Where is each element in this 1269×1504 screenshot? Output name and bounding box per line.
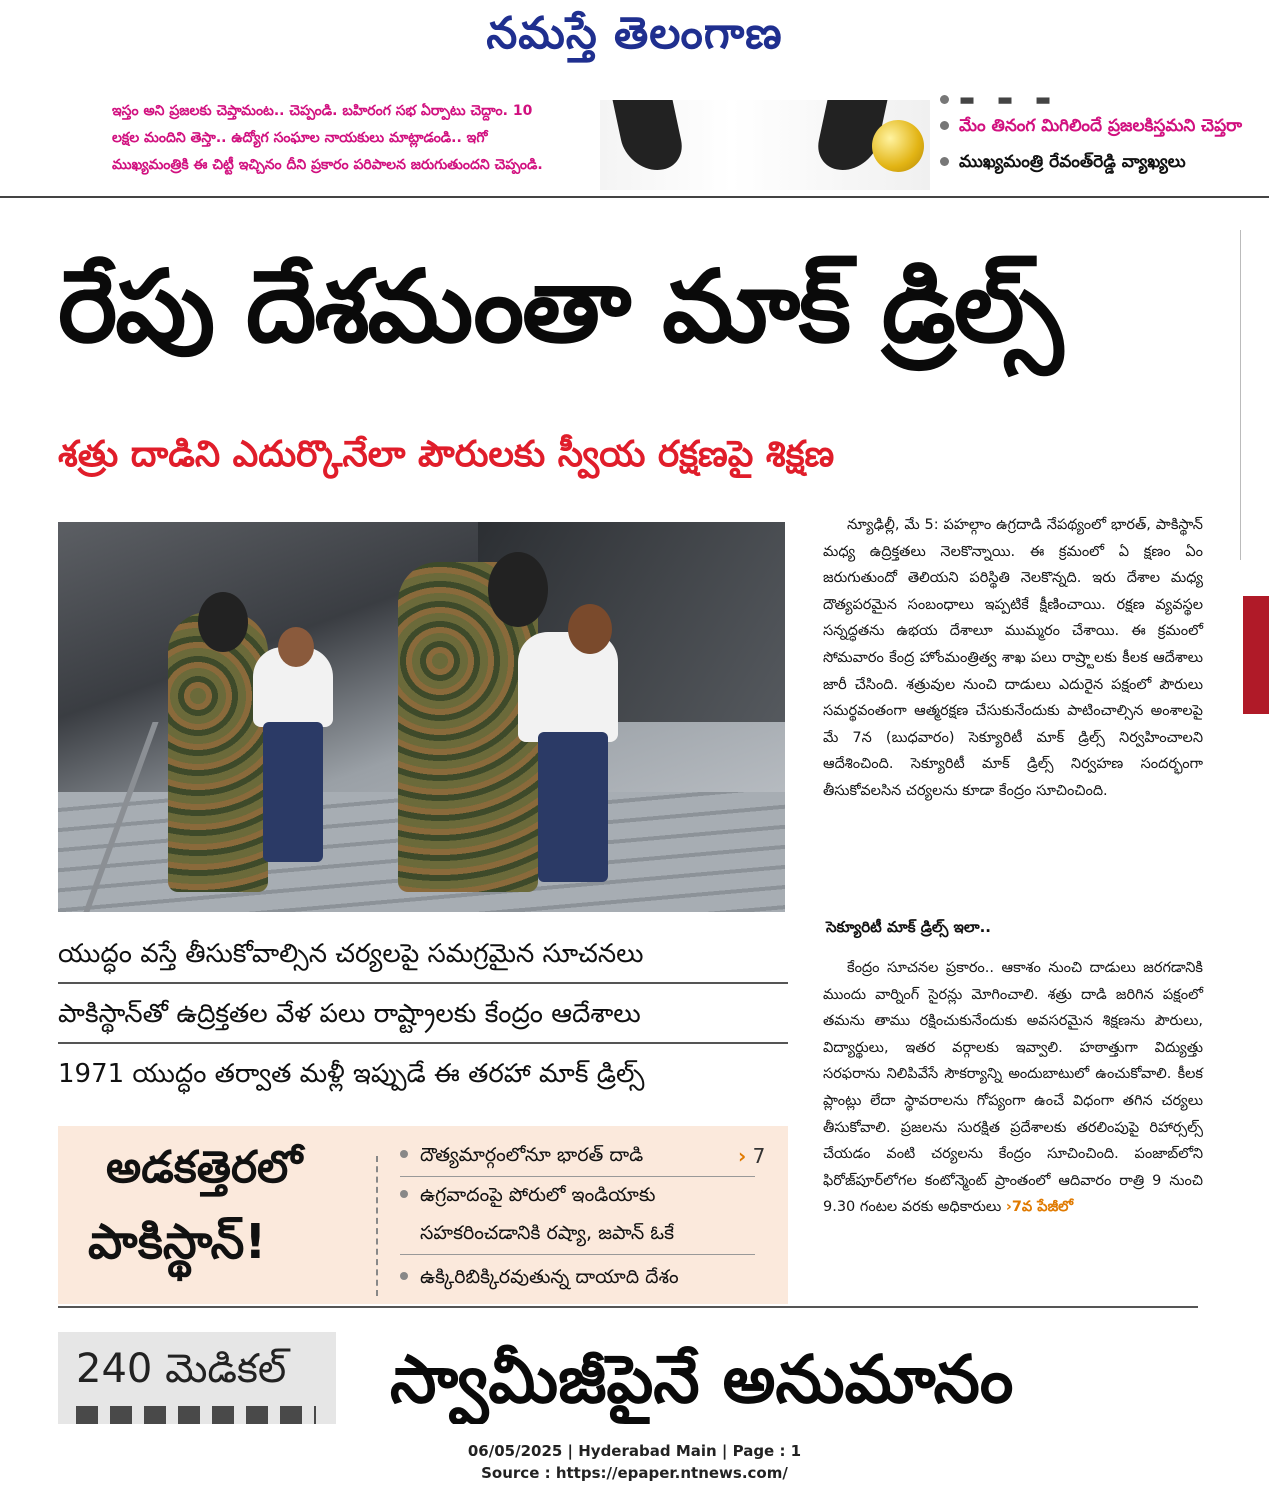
highlight-divider	[58, 982, 788, 984]
civilian-legs	[263, 722, 323, 862]
highlight-line: 1971 యుద్ధం తర్వాత మళ్లీ ఇప్పుడే ఈ తరహా మాక్ డ్రిల్స్	[58, 1059, 645, 1089]
sidebar-bullet: దౌత్యమార్గంలోనూ భారత్ దాడి	[400, 1144, 643, 1171]
main-headline: రేపు దేశమంతా మాక్ డ్రిల్స్	[58, 248, 1062, 365]
sidebar-bullet: ఉగ్రవాదంపై పోరులో ఇండియాకు	[400, 1184, 655, 1211]
chevron-right-icon: ›	[1005, 1199, 1012, 1216]
civilian-legs	[538, 732, 608, 882]
sidebar-box	[58, 1126, 788, 1304]
top-bullet: ముఖ్యమంత్రి రేవంత్‌రెడ్డి వ్యాఖ్యలు	[938, 152, 1269, 182]
column-edge-rule	[1240, 230, 1241, 560]
sidebar-title-line2: పాకిస్థాన్!	[88, 1214, 267, 1270]
bottom-headline: స్వామీజీపైనే అనుమానం	[390, 1341, 1014, 1418]
highlight-divider	[58, 1042, 788, 1044]
article-subheading: సెక్యూరిటీ మాక్ డ్రిల్స్ ఇలా..	[826, 918, 991, 936]
top-divider	[0, 196, 1269, 198]
top-story-line: ఇస్తం అని ప్రజలకు చెప్తామంట.. చెప్పండి. బహిరంగ సభ ఏర్పాటు చెద్దాం. 10	[112, 103, 533, 119]
sidebar-bullet-divider	[400, 1254, 755, 1255]
highlight-line: యుద్ధం వస్తే తీసుకోవాల్సిన చర్యలపై సమగ్రమైన సూచనలు	[58, 939, 644, 969]
article-body-part2	[823, 955, 1203, 1221]
sidebar-bullet: ఉక్కిరిబిక్కిరవుతున్న దాయాది దేశం	[400, 1266, 679, 1293]
bottom-side-box-text: 240 మెడికల్	[76, 1346, 287, 1392]
coin-graphic	[872, 120, 924, 172]
sidebar-divider	[376, 1156, 378, 1296]
soldier-figure	[168, 612, 268, 892]
gas-mask	[198, 592, 248, 652]
continued-page-ref[interactable]: ›7వ పేజీలో	[1005, 1199, 1074, 1216]
shoe-graphic	[613, 100, 688, 170]
article-paragraph: న్యూఢిల్లీ, మే 5: పహల్గాం ఉగ్రదాడి నేపథ్యంలో భారత్, పాకిస్థాన్ మధ్య ఉద్రిక్తతలు నెలకొన్నాయి. ఈ క్రమంలో ఏ క్షణం ఏం జరుగుతుందో తెలియని పరిస్థితి నెలకొన్నది. ఇరు దేశాల మధ్య దౌత్యపరమైన సంబంధాలు ఇప్పటికే క్షీణించాయి. రక్షణ వ్యవస్థల సన్నద్ధతను ఉభయ దేశాలూ ముమ్మరం చేశాయి. ఈ క్రమంలో సోమవారం కేంద్ర హోంమంత్రిత్వ శాఖ పలు రాష్ర్టాలకు కీలక ఆదేశాలు జారీ చేసింది. శత్రువుల నుంచి దాడులు ఎదురైన పక్షంలో పౌరులు సమర్థవంతంగా ఆత్మరక్షణ చేసుకునేందుకు పాటించాల్సిన అంశాలపై మే 7న (బుధవారం) సెక్యూరిటీ మాక్ డ్రిల్స్ నిర్వహించాలని ఆదేశించింది. సెక్యూరిటీ మాక్ డ్రిల్స్ నిర్వహణ సందర్భంగా తీసుకోవలసిన చర్యలను కూడా కేంద్రం సూచించింది.	[823, 517, 1203, 799]
top-bullet-clipped: ▬ ▬ ▬	[938, 90, 1269, 104]
highlight-line: పాకిస్థాన్‌తో ఉద్రిక్తతల వేళ పలు రాష్ట్రాలకు కేంద్రం ఆదేశాలు	[58, 999, 641, 1029]
footer-source[interactable]: Source : https://epaper.ntnews.com/	[481, 1464, 788, 1482]
article-body-part1	[823, 512, 1203, 805]
sidebar-title-line1: అడకత్తెరలో	[106, 1142, 303, 1193]
sidebar-bullet-continued: సహకరించడానికి రష్యా, జపాన్ ఓకే	[420, 1222, 675, 1244]
top-story-photo	[600, 100, 930, 190]
bottom-divider	[58, 1306, 1198, 1308]
footer-date-edition: 06/05/2025 | Hyderabad Main | Page : 1	[467, 1442, 802, 1460]
top-story-line: లక్షల మందిని తెస్తా.. ఉద్యోగ సంఘాల నాయకులు మాట్లాడండి.. ఇగో	[112, 130, 488, 146]
gas-mask	[488, 552, 548, 627]
epaper-footer	[0, 1440, 1269, 1484]
top-story-line: ముఖ్యమంత్రికి ఈ చిట్టీ ఇచ్చినం దీని ప్రకారం పరిపాలన జరుగుతుందని చెప్పండి.	[112, 157, 543, 173]
civilian-head	[568, 604, 612, 654]
sub-headline: శత్రు దాడిని ఎదుర్కొనేలా పౌరులకు స్వీయ రక్షణపై శిక్షణ	[58, 434, 835, 475]
top-story-bullets	[938, 90, 1269, 188]
sidebar-page-ref[interactable]: › 7	[738, 1144, 766, 1168]
civilian-head	[278, 627, 314, 667]
bottom-side-box	[58, 1332, 336, 1424]
top-story-excerpt	[112, 98, 598, 188]
chevron-right-icon: ›	[738, 1144, 747, 1168]
article-paragraph: కేంద్రం సూచనల ప్రకారం.. ఆకాశం నుంచి దాడులు జరగడానికి ముందు వార్నింగ్ సైరన్లు మోగించాలి. శత్రు దాడి జరిగిన పక్షంలో తమను తాము రక్షించుకునేందుకు అవసరమైన శిక్షణను పౌరులు, విద్యార్థులు, ఇతర వర్గాలకు ఇవ్వాలి. హఠాత్తుగా విద్యుత్తు సరఫరాను నిలిపివేసే సౌకర్యాన్ని అందుబాటులో ఉంచుకోవాలి. కీలక ప్లాంట్లు లేదా స్థావరాలను గోప్యంగా ఉంచే విధంగా తగిన చర్యలు తీసుకోవాలి. ప్రజలను సురక్షిత ప్రదేశాలకు తరలింపుపై రిహార్సల్స్ చేయడం వంటి చర్యలను కేంద్రం సూచించింది. పంజాబ్‌లోని ఫిరోజ్‌పూర్‌లోగల కంటోన్మెంట్ ప్రాంతంలో ఆదివారం రాత్రి 9 నుంచి 9.30 గంటల వరకు అధికారులు ›7వ పేజీలో	[823, 960, 1203, 1216]
adjacent-column-fragment	[1243, 596, 1269, 714]
sidebar-bullet-divider	[400, 1176, 755, 1177]
mock-drill-photo	[58, 522, 785, 912]
masthead-logo: నమస్తే తెలంగాణ	[486, 8, 783, 59]
top-bullet: మేం తినంగ మిగిలిందే ప్రజలకిస్తమని చెప్తరా	[938, 116, 1269, 146]
